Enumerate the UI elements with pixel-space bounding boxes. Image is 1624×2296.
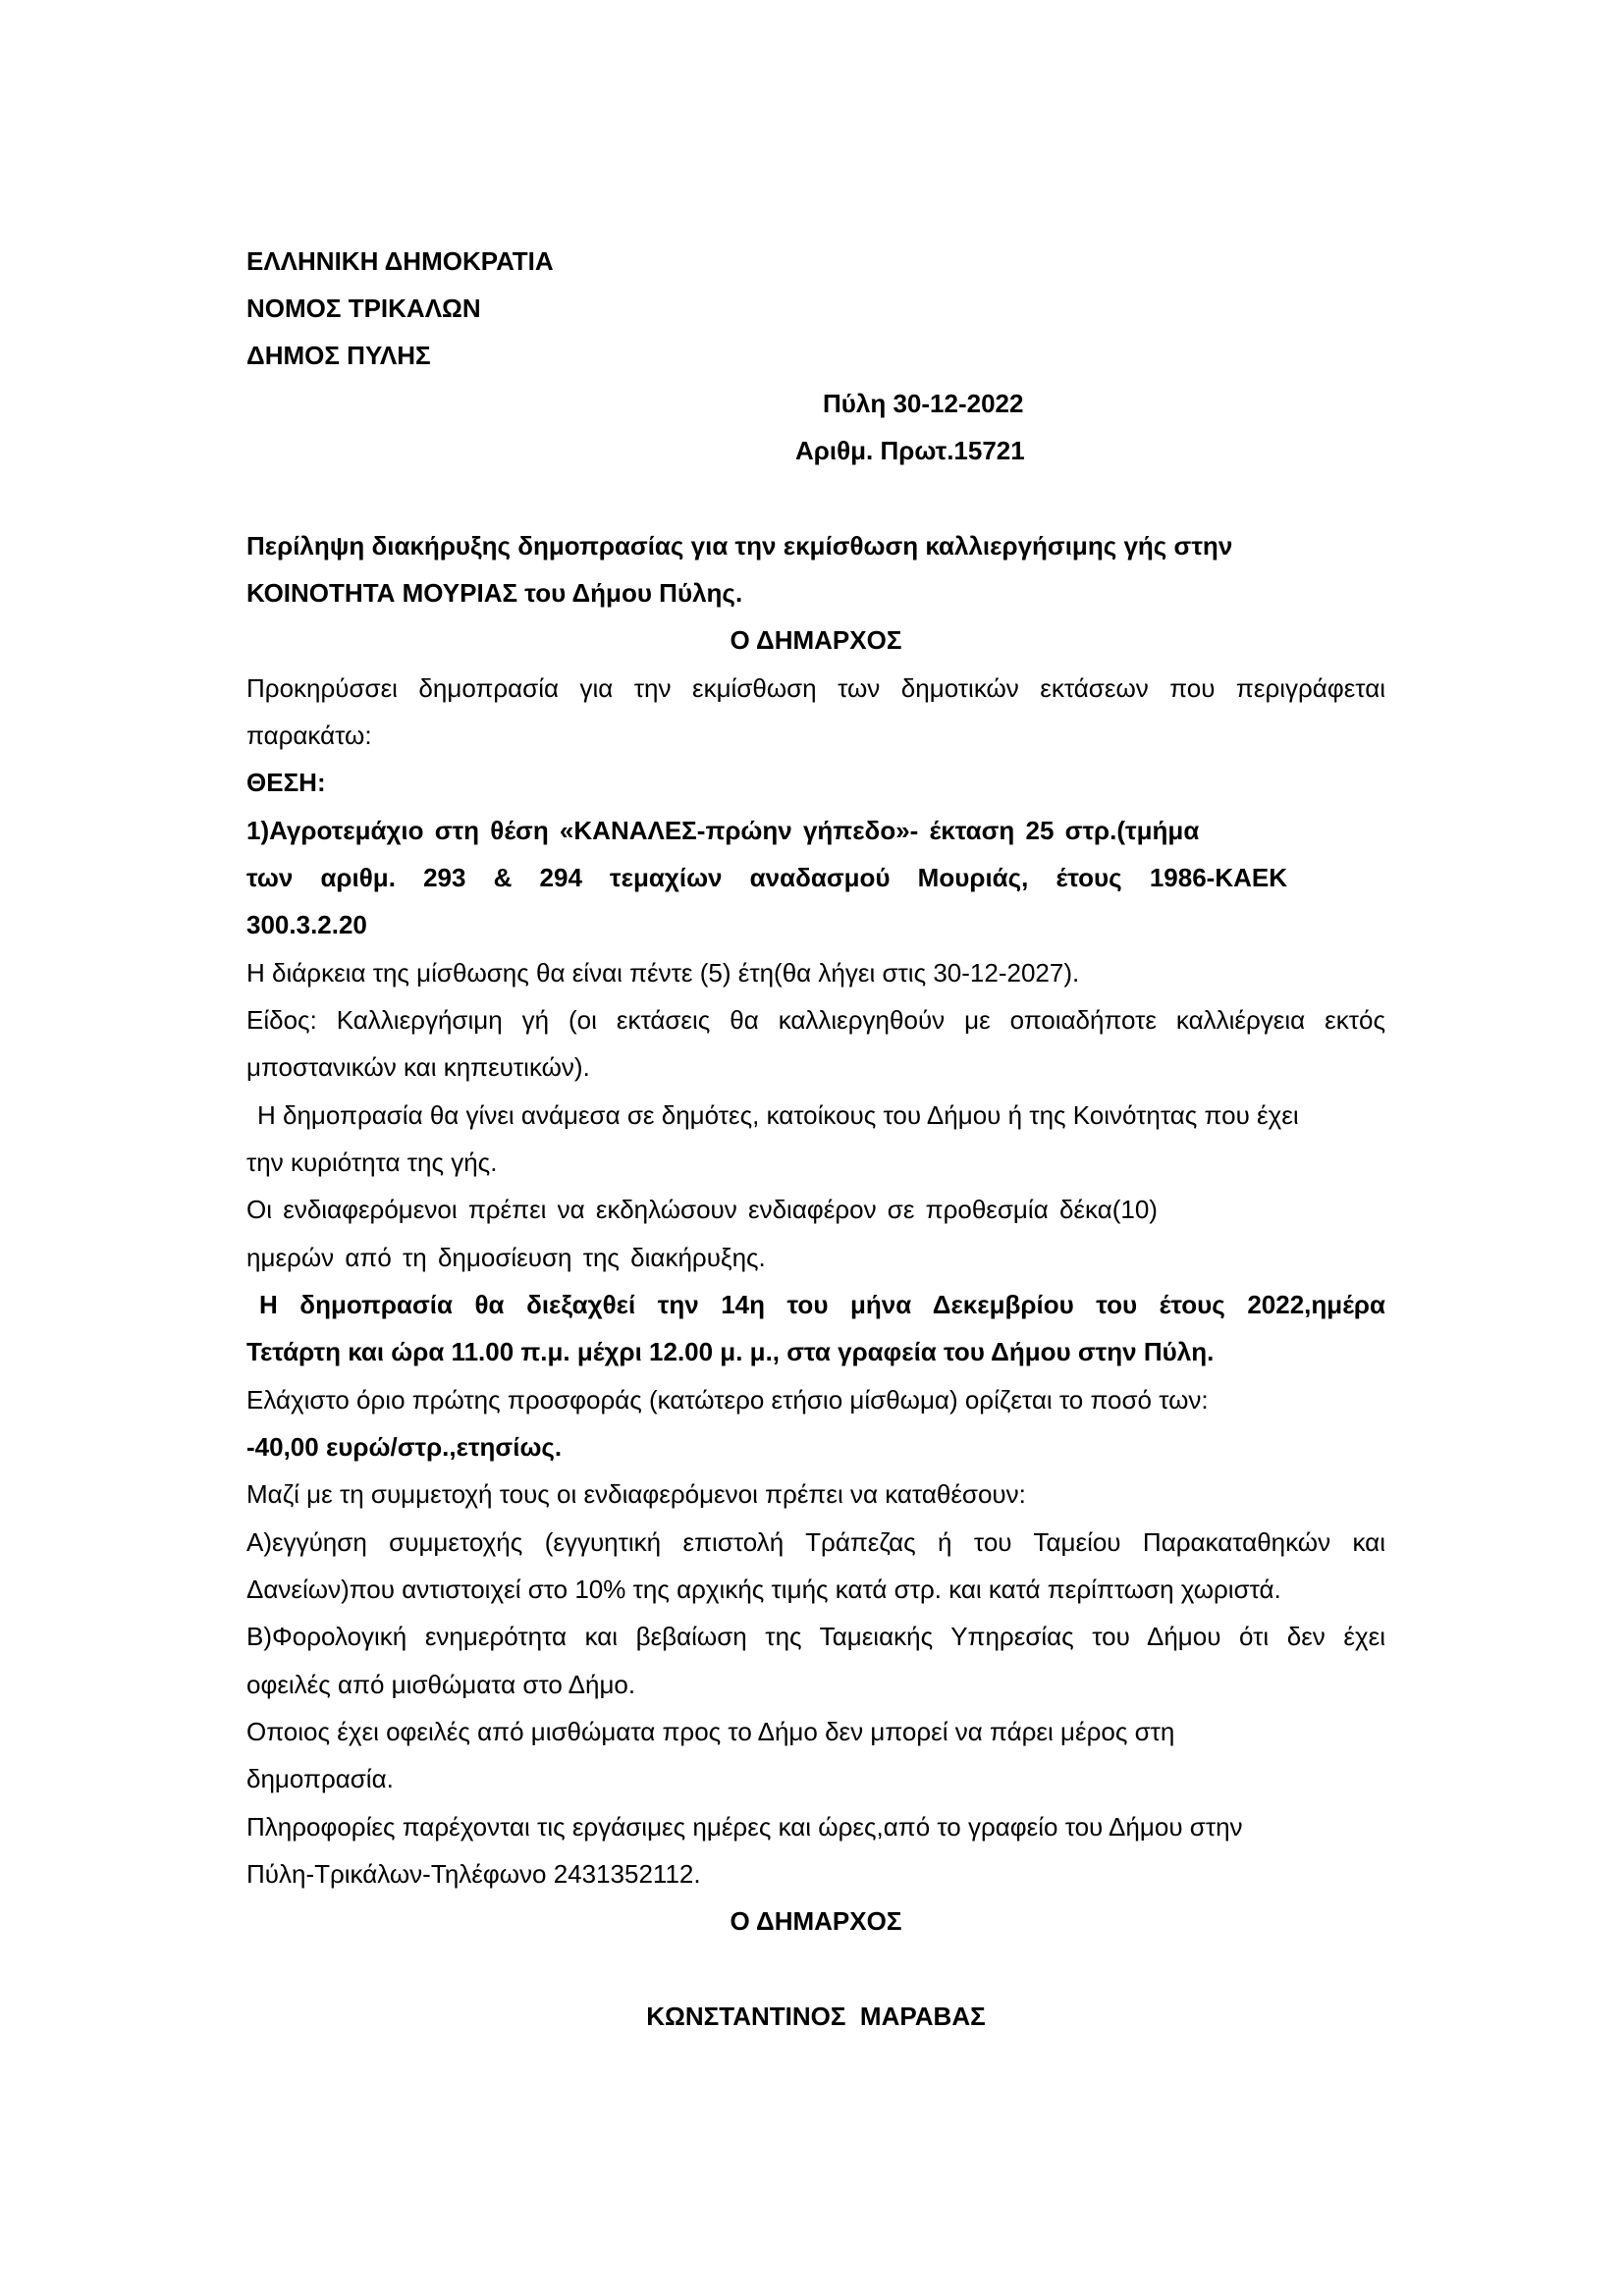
land-kind-line-2: μποστανικών και κηπευτικών). (246, 1052, 590, 1082)
location-heading: ΘΕΣΗ: (246, 768, 326, 797)
header-country: ΕΛΛΗΝΙΚΗ ΔΗΜΟΚΡΑΤΙΑ (246, 246, 554, 276)
info-line-2: Πύλη-Τρικάλων-Τηλέφωνο 2431352112. (246, 1859, 701, 1889)
header-protocol-number: Αριθμ. Πρωτ.15721 (795, 436, 1025, 465)
interest-line-1: Οι ενδιαφερόμενοι πρέπει να εκδηλώσουν ενδιαφέρον σε προθεσμία δέκα(10) (246, 1195, 1158, 1224)
requirement-b-line-2: οφειλές από μισθώματα στο Δήμο. (246, 1670, 636, 1699)
auction-date-line-1: Η δημοπρασία θα διεξαχθεί την 14η του μήνα Δεκεμβρίου του έτους 2022,ημέρα (259, 1290, 1385, 1319)
auction-date-line-2: Τετάρτη και ώρα 11.00 π.μ. μέχρι 12.00 μ. μ., στα γραφεία του Δήμου στην Πύλη. (246, 1337, 1215, 1366)
debt-notice-line-1: Οποιος έχει οφειλές από μισθώματα προς το Δήμο δεν μπορεί να πάρει μέρος στη (246, 1717, 1175, 1746)
lease-duration: Η διάρκεια της μίσθωσης θα είναι πέντε (5) έτη(θα λήγει στις 30-12-2027). (246, 958, 1080, 988)
requirement-a-line-2: Δανείων)που αντιστοιχεί στο 10% της αρχικής τιμής κατά στρ. και κατά περίπτωση χωριστά. (246, 1575, 1281, 1604)
signature-name: ΚΩΝΣΤΑΝΤΙΝΟΣ ΜΑΡΑΒΑΣ (646, 2002, 986, 2031)
participants-line-2: την κυριότητα της γής. (246, 1148, 498, 1177)
plot-line-3: 300.3.2.20 (246, 910, 367, 939)
intro-line-1: Προκηρύσσει δημοπρασία για την εκμίσθωση των δημοτικών εκτάσεων που περιγράφεται (246, 673, 1385, 703)
header-municipality: ΔΗΜΟΣ ΠΥΛΗΣ (246, 341, 431, 370)
header-prefecture: ΝΟΜΟΣ ΤΡΙΚΑΛΩΝ (246, 294, 481, 323)
interest-line-2: ημερών από τη δημοσίευση της διακήρυξης. (246, 1243, 766, 1272)
plot-line-1: 1)Αγροτεμάχιο στη θέση «ΚΑΝΑΛΕΣ-πρώην γήπεδο»- έκταση 25 στρ.(τμήμα (246, 816, 1200, 845)
subject-line-2: ΚΟΙΝΟΤΗΤΑ ΜΟΥΡΙΑΣ του Δήμου Πύλης. (246, 578, 743, 608)
requirement-b-line-1: Β)Φορολογική ενημερότητα και βεβαίωση της Ταμειακής Υπηρεσίας του Δήμου ότι δεν έχει (246, 1622, 1385, 1651)
signature-title: Ο ΔΗΜΑΡΧΟΣ (730, 1906, 902, 1936)
deposit-intro: Μαζί με τη συμμετοχή τους οι ενδιαφερόμενοι πρέπει να καταθέσουν: (246, 1479, 1026, 1509)
debt-notice-line-2: δημοπρασία. (246, 1764, 394, 1793)
minimum-offer-text: Ελάχιστο όριο πρώτης προσφοράς (κατώτερο ετήσιο μίσθωμα) ορίζεται το ποσό των: (246, 1385, 1209, 1415)
requirement-a-line-1: Α)εγγύηση συμμετοχής (εγγυητική επιστολή Τράπεζας ή του Ταμείου Παρακαταθηκών και (246, 1527, 1385, 1557)
participants-line-1: Η δημοπρασία θα γίνει ανάμεσα σε δημότες, κατοίκους του Δήμου ή της Κοινότητας που έχει (257, 1100, 1299, 1130)
land-kind-line-1: Είδος: Καλλιεργήσιμη γή (οι εκτάσεις θα καλλιεργηθούν με οποιαδήποτε καλλιέργεια εκτός (246, 1005, 1385, 1035)
header-place-date: Πύλη 30-12-2022 (823, 389, 1024, 418)
issuer-heading: Ο ΔΗΜΑΡΧΟΣ (730, 625, 902, 655)
subject-line-1: Περίληψη διακήρυξης δημοπρασίας για την εκμίσθωση καλλιεργήσιμης γής στην (246, 531, 1233, 561)
info-line-1: Πληροφορίες παρέχονται τις εργάσιμες ημέρες και ώρες,από το γραφείο του Δήμου στην (246, 1812, 1243, 1842)
intro-line-2: παρακάτω: (246, 721, 372, 750)
plot-line-2: των αριθμ. 293 & 294 τεμαχίων αναδασμού Μουριάς, έτους 1986-ΚΑΕΚ (246, 863, 1287, 892)
minimum-offer-amount: -40,00 ευρώ/στρ.,ετησίως. (246, 1432, 563, 1462)
